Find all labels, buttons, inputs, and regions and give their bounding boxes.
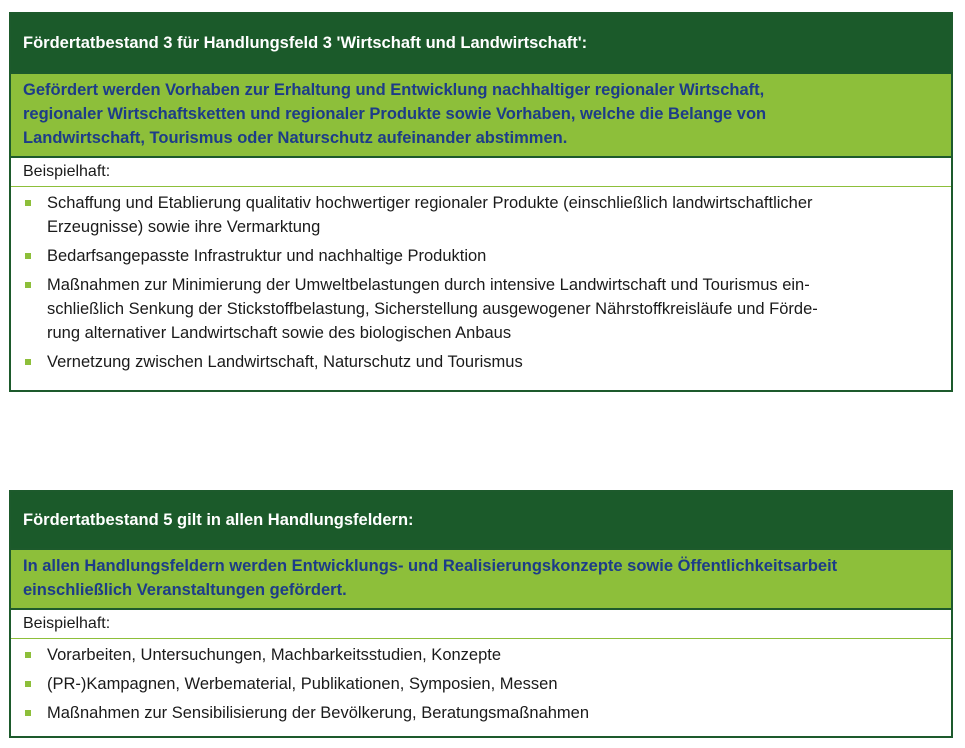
- bullet-icon: [25, 200, 31, 206]
- item-line: Maßnahmen zur Minimierung der Umweltbelastungen durch intensive Landwirtschaft und Tourismus ein-: [47, 276, 810, 294]
- list-item: [23, 273, 939, 345]
- examples-label: Beispielhaft:: [11, 610, 951, 639]
- item-line: Maßnahmen zur Sensibilisierung der Bevölkerung, Beratungsmaßnahmen: [47, 704, 590, 722]
- lead-line: Gefördert werden Vorhaben zur Erhaltung und Entwicklung nachhaltiger regionaler Wirtschaft,: [23, 81, 765, 99]
- examples-list: [11, 187, 951, 374]
- bullet-icon: [25, 652, 31, 658]
- examples-label: Beispielhaft:: [11, 158, 951, 187]
- item-line: rung alternativer Landwirtschaft sowie des biologischen Anbaus: [47, 324, 512, 342]
- list-item: [23, 672, 939, 696]
- item-line: Vernetzung zwischen Landwirtschaft, Naturschutz und Tourismus: [47, 353, 523, 371]
- bullet-icon: [25, 282, 31, 288]
- item-line: Schaffung und Etablierung qualitativ hochwertiger regionaler Produkte (einschließlich landwirtschaftlicher: [47, 194, 813, 212]
- funding-box-5: [9, 490, 953, 738]
- lead-line: regionaler Wirtschaftsketten und regionaler Produkte sowie Vorhaben, welche die Belange von: [23, 105, 767, 123]
- list-item: [23, 643, 939, 667]
- item-line: (PR-)Kampagnen, Werbematerial, Publikationen, Symposien, Messen: [47, 675, 558, 693]
- item-line: schließlich Senkung der Stickstoffbelastung, Sicherstellung ausgewogener Nährstoffkreisläufe und Förde-: [47, 300, 818, 318]
- item-line: Vorarbeiten, Untersuchungen, Machbarkeitsstudien, Konzepte: [47, 646, 502, 664]
- lead-line: In allen Handlungsfeldern werden Entwicklungs- und Realisierungskonzepte sowie Öffentlichkeitsarbeit: [23, 557, 838, 575]
- list-item: [23, 191, 939, 239]
- bullet-icon: [25, 253, 31, 259]
- box-header: Fördertatbestand 5 gilt in allen Handlungsfeldern:: [11, 492, 951, 548]
- item-line: Bedarfsangepasste Infrastruktur und nachhaltige Produktion: [47, 247, 487, 265]
- item-line: Erzeugnisse) sowie ihre Vermarktung: [47, 218, 321, 236]
- bullet-icon: [25, 359, 31, 365]
- box-lead: [11, 72, 951, 158]
- list-item: [23, 350, 939, 374]
- examples-list: [11, 639, 951, 725]
- list-item: [23, 244, 939, 268]
- bullet-icon: [25, 710, 31, 716]
- box-lead: [11, 548, 951, 610]
- funding-box-3: [9, 12, 953, 392]
- lead-line: einschließlich Veranstaltungen gefördert.: [23, 581, 347, 599]
- box-header: Fördertatbestand 3 für Handlungsfeld 3 'Wirtschaft und Landwirtschaft':: [11, 14, 951, 72]
- list-item: [23, 701, 939, 725]
- bullet-icon: [25, 681, 31, 687]
- lead-line: Landwirtschaft, Tourismus oder Naturschutz aufeinander abstimmen.: [23, 129, 568, 147]
